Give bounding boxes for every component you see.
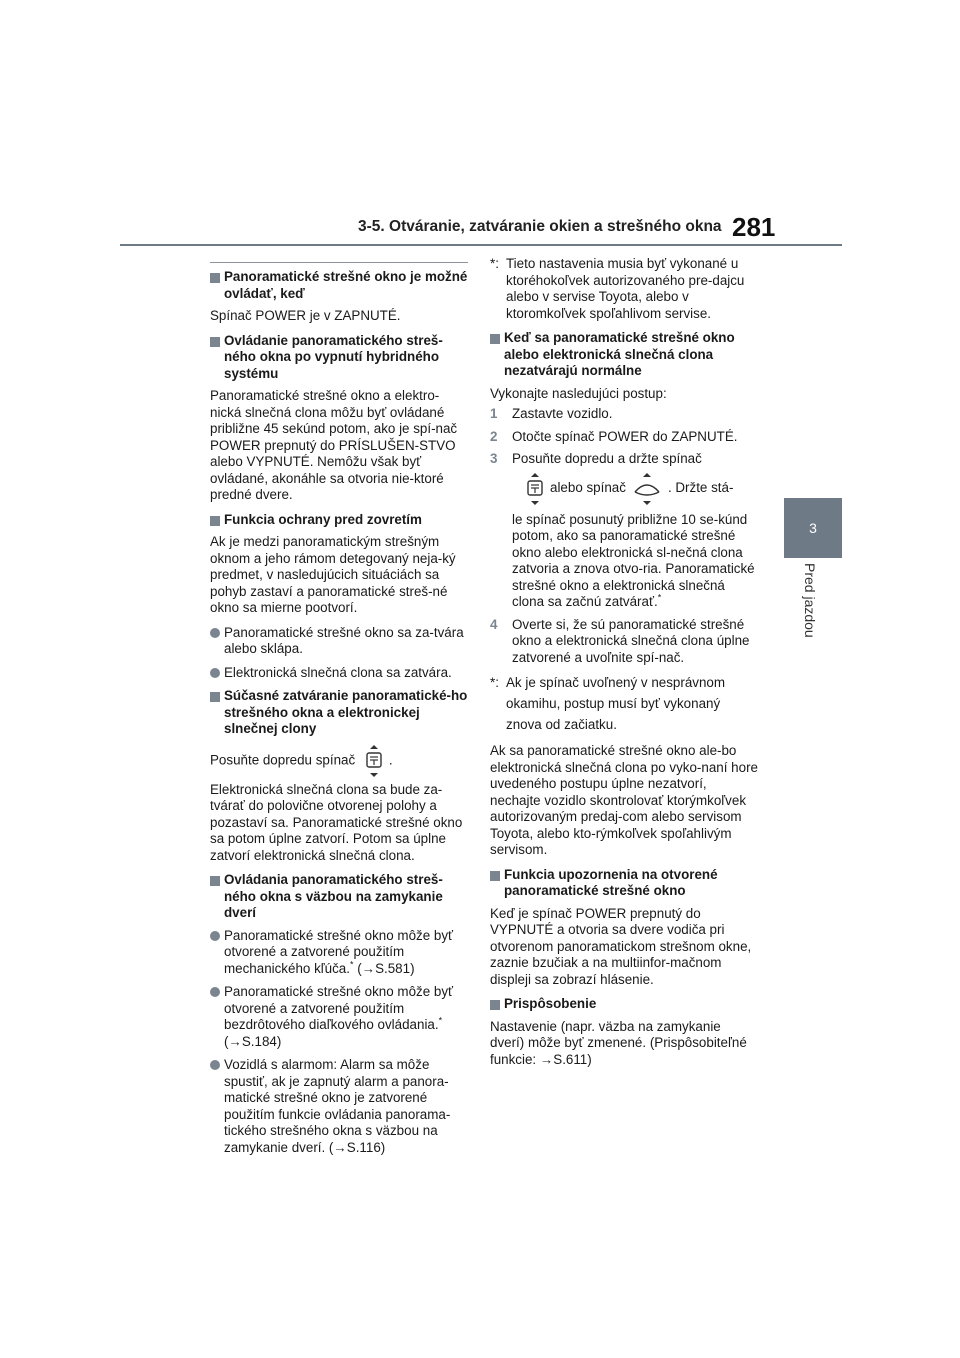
square-bullet-icon: [210, 337, 220, 347]
list-item: Panoramatické strešné okno môže byť otvorené a zatvorené použitím bezdrôtového diaľkového ovládania.* (→S.184): [210, 984, 468, 1050]
paragraph: Ak sa panoramatické strešné okno ale-bo elektronická slnečná clona po vyko-naní hore uvedeného postupu úplne nezatvorí, nechajte vozidlo skontrolovať ktorýmkoľvek autorizovaným predaj-com alebo servisom Toyota, alebo kto-rýmkoľvek spoľahlivým servisom.: [490, 743, 758, 857]
round-bullet-icon: [210, 1060, 220, 1070]
paragraph: Ak je medzi panoramatickým strešným oknom a jeho rámom detegovaný neja-ký predmet, v nasledujúcich situáciách sa pohyb zastaví a panoramatické streš-né okno sa mierne pootvorí.: [210, 534, 456, 615]
list-item: Elektronická slnečná clona sa zatvára.: [210, 665, 468, 682]
list-item: Panoramatické strešné okno sa za-tvára alebo sklápa.: [210, 625, 468, 658]
chapter-label: Pred jazdou: [802, 563, 818, 638]
column-divider: [210, 262, 468, 263]
heading: Funkcia upozornenia na otvorené panoramatické strešné okno: [490, 867, 758, 900]
square-bullet-icon: [210, 692, 220, 702]
heading: Funkcia ochrany pred zovretím: [210, 512, 468, 529]
sunroof-switch-icon: [526, 472, 544, 506]
list-item: Panoramatické strešné okno môže byť otvorené a zatvorené použitím mechanického kľúča.* (→S.581): [210, 928, 468, 978]
step-item: 1 Zastavte vozidlo.: [490, 406, 613, 421]
header-divider: [120, 244, 842, 246]
round-bullet-icon: [210, 668, 220, 678]
switch-illustration-row: alebo spínač . Držte stá-: [512, 472, 758, 506]
heading: Keď sa panoramatické strešné okno alebo elektronická slnečná clona nezatvárajú normálne: [490, 330, 758, 380]
chapter-tab: 3: [784, 498, 842, 558]
footnote: *: Tieto nastavenia musia byť vykonané u ktoréhokoľvek autorizovaného pre-dajcu alebo v servise Toyota, alebo v ktoromkoľvek spoľahlivom servise.: [490, 256, 745, 321]
page-reference[interactable]: (→S.184): [224, 1033, 282, 1049]
sunshade-switch-icon: [632, 472, 662, 506]
heading: Súčasné zatváranie panoramatické-ho strešného okna a elektronickej slnečnej clony: [210, 688, 468, 738]
paragraph: Nastavenie (napr. väzba na zamykanie dverí) môže byť zmenené. (Prispôsobiteľné funkcie: →S.611): [490, 1018, 747, 1067]
square-bullet-icon: [210, 273, 220, 283]
square-bullet-icon: [490, 334, 500, 344]
heading: Prispôsobenie: [490, 996, 758, 1013]
heading: Ovládanie panoramatického streš-ného okna po vypnutí hybridného systému: [210, 333, 468, 383]
round-bullet-icon: [210, 987, 220, 997]
sunroof-switch-icon: [365, 744, 383, 778]
heading: Ovládania panoramatického streš-ného okna s väzbou na zamykanie dverí: [210, 872, 468, 922]
round-bullet-icon: [210, 931, 220, 941]
page-number: 281: [732, 212, 776, 242]
list-item: Vozidlá s alarmom: Alarm sa môže spustiť, ak je zapnutý alarm a panora-matické strešné okno je zatvorené použitím funkcie ovládania panorama-tického strešného okna s väzbou na zamykanie dverí. (→S.116): [210, 1057, 468, 1156]
page-reference[interactable]: (→S.581): [357, 960, 415, 976]
paragraph: Keď je spínač POWER prepnutý do VYPNUTÉ a otvoria sa dvere vodiča pri otvorenom panoramatickom strešnom okne, zaznie bzučiak a na multiinfor-mačnom displeji sa zobrazí hlásenie.: [490, 905, 752, 987]
step-item: 4 Overte si, že sú panoramatické strešné okno a elektronická slnečná clona úplne zatvorené a uvoľnite spí-nač.: [490, 616, 750, 665]
square-bullet-icon: [210, 516, 220, 526]
right-column: [490, 256, 758, 1076]
paragraph: Elektronická slnečná clona sa bude za-tvárať do polovične otvorenej polohy a pozastaví sa. Panoramatické strešné okno sa potom úplne zatvorí. Potom sa úplne zatvorí elektronická slnečná clona.: [210, 781, 463, 863]
paragraph: Panoramatické strešné okno a elektro-nická slnečná clona môžu byť ovládané približne 45 sekúnd potom, ako je spí-nač POWER prepnutý do PRÍSLUŠEN-STVO alebo VYPNUTÉ. Nemôžu však byť ovládané, akonáhle sa otvoria nie-ktoré predné dvere.: [210, 388, 458, 502]
square-bullet-icon: [210, 876, 220, 886]
paragraph: Spínač POWER je v ZAPNUTÉ.: [210, 308, 401, 323]
section-title: 3-5. Otváranie, zatváranie okien a strešného okna: [358, 218, 722, 235]
paragraph: Vykonajte nasledujúci postup:: [490, 385, 667, 401]
square-bullet-icon: [490, 871, 500, 881]
square-bullet-icon: [490, 1000, 500, 1010]
footnote: *: Ak je spínač uvoľnený v nesprávnom okamihu, postup musí byť vykonaný znova od začiatku.: [490, 675, 726, 732]
paragraph: Posuňte dopredu spínač .: [210, 744, 468, 778]
round-bullet-icon: [210, 628, 220, 638]
step-item: 3 Posuňte dopredu a držte spínač alebo spínač . Držte stá- le spínač posunutý približne 10 se-kúnd potom, ako sa panoramatické strešné okno alebo elektronická sl-nečná clona zatvoria a znova otvo-ria. Panoramatické strešné okno a elektronická slnečná clona sa začnú zatvárať.*: [490, 451, 758, 611]
heading: Panoramatické strešné okno je možné ovládať, keď: [210, 269, 468, 302]
left-column: [210, 262, 468, 1163]
step-item: 2 Otočte spínač POWER do ZAPNUTÉ.: [490, 428, 738, 444]
